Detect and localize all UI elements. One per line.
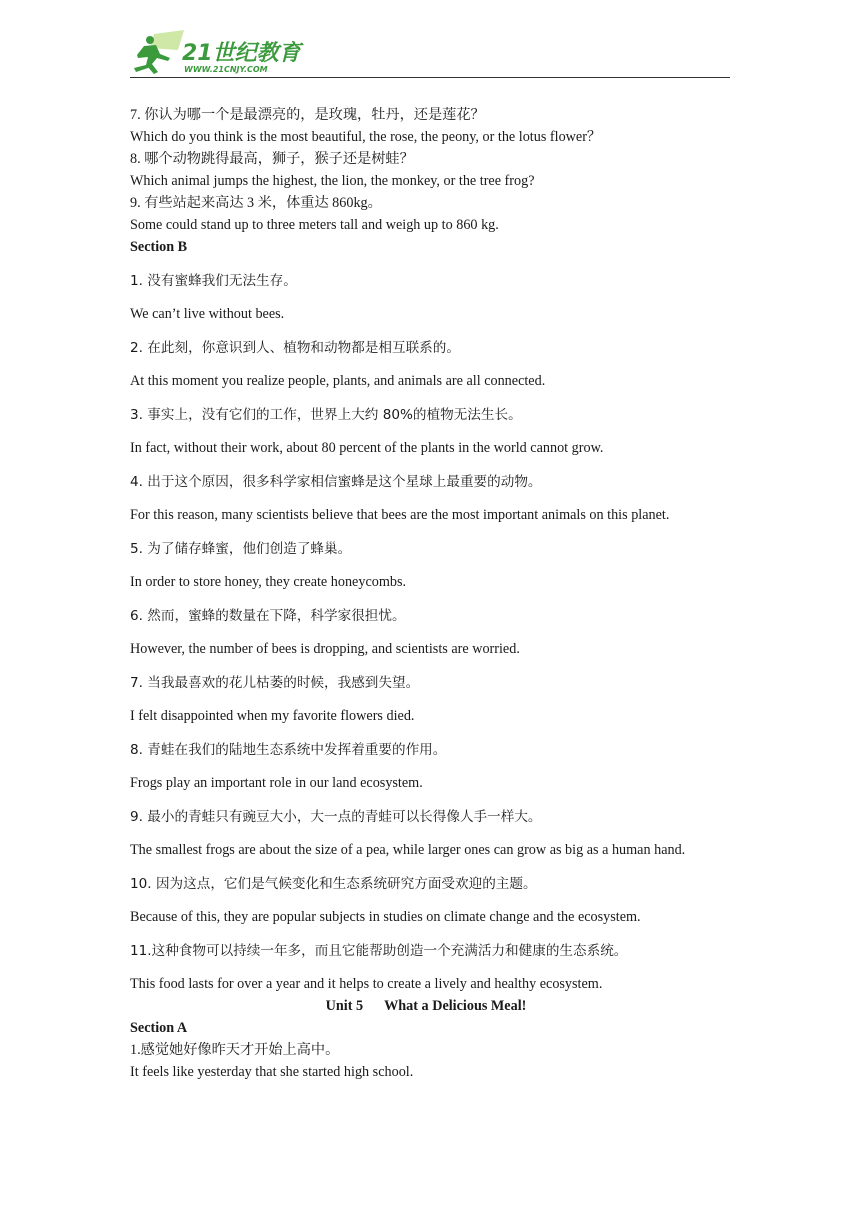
sentence-en: The smallest frogs are about the size of a pea, while larger ones can grow as big as a human hand. [130, 842, 686, 858]
sentence-zh: 11.这种食物可以持续一年多，而且它能帮助创造一个充满活力和健康的生态系统。 [130, 943, 628, 959]
section-b-heading: Section B [130, 239, 188, 255]
sentence-zh: 7. 你认为哪一个是最漂亮的，是玫瑰，牡丹，还是莲花？ [130, 107, 485, 123]
page-header [130, 28, 730, 80]
sentence-en: For this reason, many scientists believe that bees are the most important animals on this planet. [130, 507, 670, 523]
sentence-en: In fact, without their work, about 80 percent of the plants in the world cannot grow. [130, 440, 604, 456]
document-body [130, 104, 730, 1083]
header-rule [130, 77, 730, 78]
logo [130, 28, 310, 76]
sentence-zh: 3. 事实上，没有它们的工作，世界上大约 80%的植物无法生长。 [130, 407, 522, 423]
sentence-en: It feels like yesterday that she started high school. [130, 1064, 414, 1080]
logo-url: WWW.21CNJY.COM [184, 65, 268, 74]
sentence-en: However, the number of bees is dropping, and scientists are worried. [130, 641, 520, 657]
sentence-en: This food lasts for over a year and it helps to create a lively and healthy ecosystem. [130, 976, 603, 992]
sentence-en: I felt disappointed when my favorite flowers died. [130, 708, 415, 724]
sentence-zh: 9. 最小的青蛙只有豌豆大小，大一点的青蛙可以长得像人手一样大。 [130, 809, 542, 825]
section-b-list [130, 270, 730, 995]
sentence-zh: 8. 青蛙在我们的陆地生态系统中发挥着重要的作用。 [130, 742, 447, 758]
section-a-list [130, 1039, 730, 1083]
sentence-zh: 10. 因为这点，它们是气候变化和生态系统研究方面受欢迎的主题。 [130, 876, 537, 892]
sentence-zh: 9. 有些站起来高达 3 米，体重达 860kg。 [130, 195, 382, 211]
sentence-zh: 5. 为了储存蜂蜜，他们创造了蜂巢。 [130, 541, 352, 557]
block-a [130, 104, 730, 236]
sentence-zh: 6. 然而，蜜蜂的数量在下降，科学家很担忧。 [130, 608, 406, 624]
sentence-zh: 7. 当我最喜欢的花儿枯萎的时候，我感到失望。 [130, 675, 420, 691]
sentence-en: Which do you think is the most beautiful, the rose, the peony, or the lotus flower？ [130, 129, 602, 145]
unit-title: Unit 5 What a Delicious Meal! [325, 998, 527, 1014]
sentence-zh: 1. 没有蜜蜂我们无法生存。 [130, 273, 297, 289]
sentence-en: We can’t live without bees. [130, 306, 285, 322]
sentence-en: Some could stand up to three meters tall and weigh up to 860 kg. [130, 217, 499, 233]
logo-text: 21世纪教育 [182, 41, 301, 66]
sentence-en: At this moment you realize people, plants, and animals are all connected. [130, 373, 546, 389]
section-a-heading: Section A [130, 1020, 188, 1036]
sentence-zh: 8. 哪个动物跳得最高，狮子，猴子还是树蛙？ [130, 151, 414, 167]
sentence-zh: 1.感觉她好像昨天才开始上高中。 [130, 1042, 340, 1058]
sentence-en: Because of this, they are popular subjects in studies on climate change and the ecosystem. [130, 909, 641, 925]
sentence-en: Frogs play an important role in our land ecosystem. [130, 775, 423, 791]
sentence-zh: 2. 在此刻，你意识到人、植物和动物都是相互联系的。 [130, 340, 460, 356]
sentence-en: In order to store honey, they create honeycombs. [130, 574, 407, 590]
sentence-en: Which animal jumps the highest, the lion, the monkey, or the tree frog? [130, 173, 535, 189]
sentence-zh: 4. 出于这个原因，很多科学家相信蜜蜂是这个星球上最重要的动物。 [130, 474, 542, 490]
